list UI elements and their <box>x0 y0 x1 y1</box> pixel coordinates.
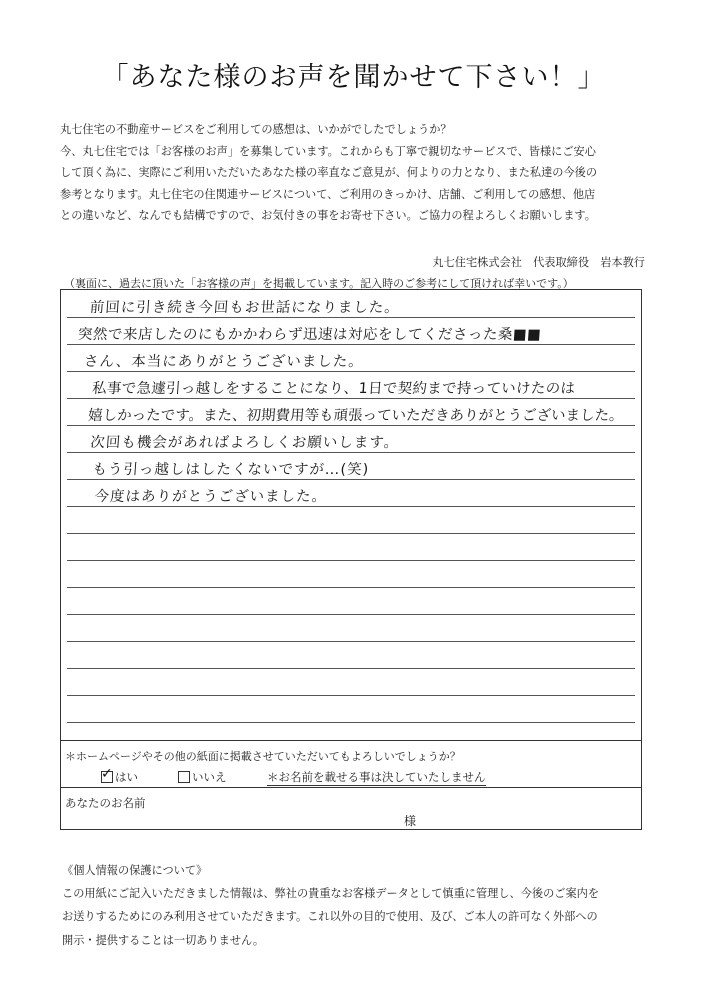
rule-line <box>67 587 635 588</box>
rule-line <box>67 668 635 669</box>
reference-note: （裏面に、過去に頂いた「お客様の声」を掲載しています。記入時のご参考にして頂ければ幸いです。） <box>64 277 574 290</box>
rule-line <box>67 641 635 642</box>
consent-no-label: いいえ <box>192 770 227 784</box>
rule-line <box>67 560 635 561</box>
privacy-line: お送りするためにのみ利用させていただきます。これ以外の目的で使用、及び、ご本人の許可なく外部への <box>62 910 598 924</box>
rule-line <box>67 695 635 696</box>
rule-line <box>67 722 635 723</box>
handwritten-line: 前回に引き続き今回もお世話になりました。 <box>89 300 401 316</box>
name-field-label: あなたのお名前 <box>65 796 146 810</box>
feedback-form <box>60 289 642 830</box>
consent-no-checkbox[interactable] <box>178 771 190 783</box>
name-honorific: 様 <box>404 814 417 828</box>
rule-line <box>67 371 635 372</box>
rule-line <box>67 479 635 480</box>
handwritten-line: 今度はありがとうございました。 <box>93 489 328 505</box>
consent-yes-label: はい <box>115 770 138 784</box>
handwritten-line: 次回も機会があればよろしくお願いします。 <box>89 435 400 451</box>
consent-name-note: ＊お名前を載せる事は決していたしません <box>267 770 486 784</box>
intro-line: 丸七住宅の不動産サービスをご利用しての感想は、いかがでしたでしょうか？ <box>60 123 452 136</box>
consent-no-option[interactable] <box>178 769 227 785</box>
rule-line <box>67 533 635 534</box>
consent-yes-option[interactable] <box>101 766 138 785</box>
rule-line <box>67 425 635 426</box>
divider <box>61 787 641 788</box>
checkmark-icon: ✓ <box>101 766 113 782</box>
divider <box>61 740 641 741</box>
rule-line <box>67 452 635 453</box>
privacy-notice <box>62 859 662 952</box>
privacy-heading: 《個人情報の保護について》 <box>62 864 208 877</box>
rule-line <box>67 317 635 318</box>
rule-line <box>67 614 635 615</box>
rule-line <box>67 398 635 399</box>
handwritten-line: もう引っ越しはしたくないですが…(笑) <box>91 462 370 478</box>
page-title: 「あなた様のお声を聞かせて下さい！」 <box>101 62 606 93</box>
handwritten-line: 嬉しかったです。また、初期費用等も頑張っていただきありがとうございました。 <box>87 408 625 424</box>
intro-text <box>60 119 660 227</box>
privacy-line: 開示・提供することは一切ありません。 <box>62 933 265 947</box>
rule-line <box>67 506 635 507</box>
intro-line: して頂く為に、実際にご利用いただいたあなた様の率直なご意見が、何よりの力となり、また私達の今後の <box>60 166 598 180</box>
consent-question: ＊ホームページやその他の紙面に掲載させていただいてもよろしいでしょうか？ <box>65 750 461 763</box>
consent-yes-checkbox[interactable] <box>101 766 113 783</box>
handwritten-line: 突然で来店したのにもかかわらず迅速は対応をしてくださった桑■■ <box>77 327 542 343</box>
intro-line: 今、丸七住宅では「お客様のお声」を募集しています。これからも丁寧で親切なサービスで、皆様にご安心 <box>60 144 596 158</box>
handwritten-line: 私事で急遽引っ越しをすることになり、1日で契約まで持っていけたのは <box>91 381 576 397</box>
company-signature: 丸七住宅株式会社 代表取締役 岩本教行 <box>432 256 645 269</box>
intro-line: 参考となります。丸七住宅の住関連サービスについて、ご利用のきっかけ、店舗、ご利用しての感想、他店 <box>60 187 596 201</box>
privacy-line: この用紙にご記入いただきました情報は、弊社の貴重なお客様データとして慎重に管理し、今後のご案内を <box>62 887 600 901</box>
intro-line: との違いなど、なんでも結構ですので、お気付きの事をお寄せ下さい。ご協力の程よろしくお願いします。 <box>60 209 596 223</box>
rule-line <box>67 344 635 345</box>
handwritten-line: さん、本当にありがとうございました。 <box>83 354 365 370</box>
